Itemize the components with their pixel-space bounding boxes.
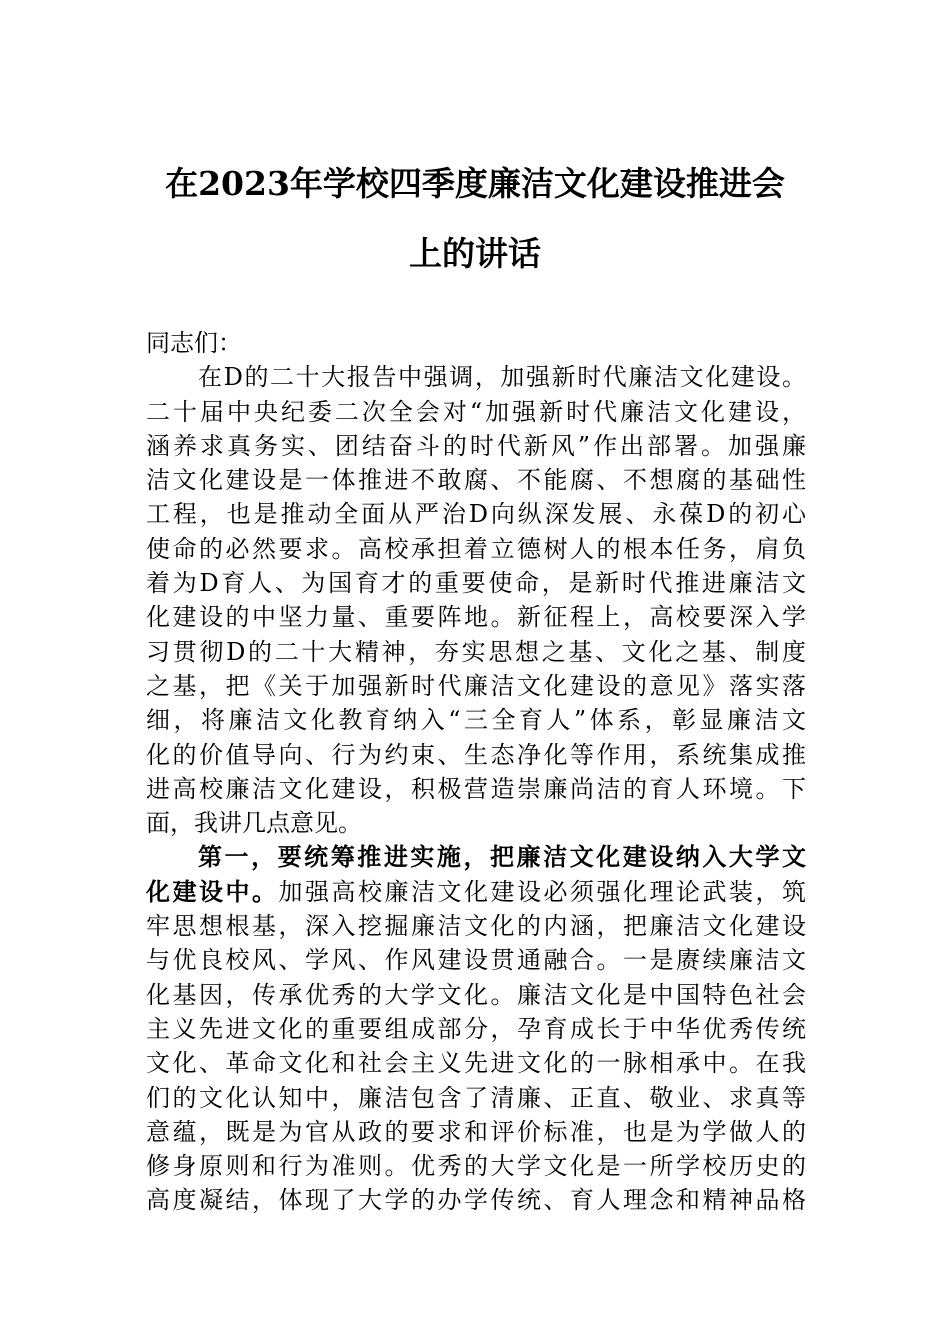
document-title-line-1: 在2023年学校四季度廉洁文化建设推进会	[165, 164, 785, 203]
paragraph-2-line: 高度凝结，体现了大学的办学传统、育人理念和精神品格	[146, 1186, 806, 1215]
paragraph-2-line: 们的文化认知中，廉洁包含了清廉、正直、敬业、求真等	[146, 1083, 806, 1112]
paragraph-1-line: 二十届中央纪委二次全会对“加强新时代廉洁文化建设，	[146, 397, 806, 426]
paragraph-1-line: 习贯彻D的二十大精神，夯实思想之基、文化之基、制度	[146, 637, 806, 666]
paragraph-2-line	[146, 875, 806, 909]
document-title-line-2: 上的讲话	[409, 234, 541, 273]
paragraph-1-line: 着为D育人、为国育才的重要使命，是新时代推进廉洁文	[146, 569, 806, 598]
paragraph-1-line: 化建设的中坚力量、重要阵地。新征程上，高校要深入学	[146, 603, 806, 632]
paragraph-2-line: 与优良校风、学风、作风建设贯通融合。一是赓续廉洁文	[146, 946, 806, 975]
paragraph-1-line: 化的价值导向、行为约束、生态净化等作用，系统集成推	[146, 740, 806, 769]
paragraph-1-line: 涵养求真务实、团结奋斗的时代新风”作出部署。加强廉	[146, 431, 806, 460]
paragraph-2-line: 修身原则和行为准则。优秀的大学文化是一所学校历史的	[146, 1152, 806, 1181]
paragraph-1-line: 工程，也是推动全面从严治D向纵深发展、永葆D的初心	[146, 500, 806, 529]
paragraph-2-line: 牢思想根基，深入挖掘廉洁文化的内涵，把廉洁文化建设	[146, 912, 806, 941]
paragraph-2-line: 化基因，传承优秀的大学文化。廉洁文化是中国特色社会	[146, 980, 806, 1009]
paragraph-1-line: 之基，把《关于加强新时代廉洁文化建设的意见》落实落	[146, 671, 806, 700]
document-body	[146, 326, 806, 1218]
paragraph-2-line: 意蕴，既是为官从政的要求和评价标准，也是为学做人的	[146, 1117, 806, 1146]
paragraph-1-line: 细，将廉洁文化教育纳入“三全育人”体系，彰显廉洁文	[146, 706, 806, 735]
section-1-heading-end: 化建设中。	[146, 876, 279, 906]
salutation: 同志们：	[146, 329, 242, 357]
paragraph-2-line: 文化、革命文化和社会主义先进文化的一脉相承中。在我	[146, 1049, 806, 1078]
section-1-heading: 第一，要统筹推进实施，把廉洁文化建设纳入大学文	[198, 842, 806, 872]
paragraph-1-line: 在D的二十大报告中强调，加强新时代廉洁文化建设。	[198, 363, 806, 392]
paragraph-1-line: 洁文化建设是一体推进不敢腐、不能腐、不想腐的基础性	[146, 466, 806, 495]
paragraph-2-line: 主义先进文化的重要组成部分，孕育成长于中华优秀传统	[146, 1014, 806, 1043]
paragraph-2-text: 加强高校廉洁文化建设必须强化理论武装，筑	[278, 877, 806, 906]
paragraph-1-line: 使命的必然要求。高校承担着立德树人的根本任务，肩负	[146, 534, 806, 563]
paragraph-1-line: 进高校廉洁文化建设，积极营造崇廉尚洁的育人环境。下	[146, 774, 806, 803]
paragraph-1-line: 面，我讲几点意见。	[146, 809, 362, 838]
